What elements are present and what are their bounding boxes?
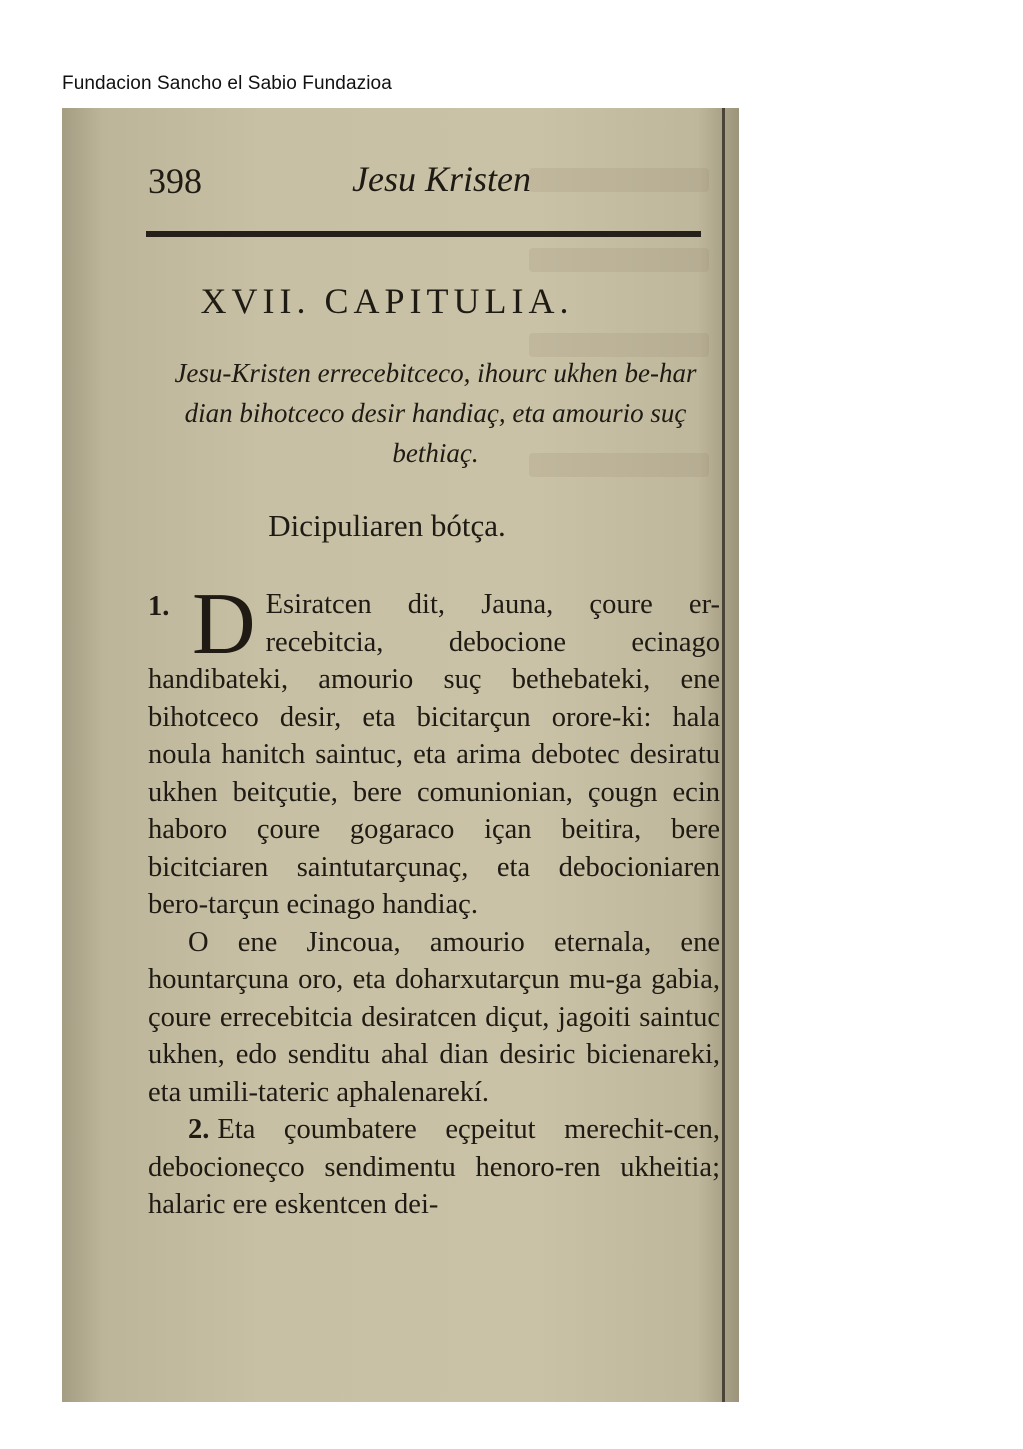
- bleed-through-mark: [529, 248, 709, 272]
- paragraph-text: Eta çoumbatere eçpeitut merechit-cen, debocioneçco sendimentu henoro-ren ukheitia; halaric ere eskentcen dei-: [148, 1114, 720, 1220]
- speaker-heading: Dicipuliaren bótça.: [268, 508, 506, 543]
- paragraph-number: 1.: [148, 591, 170, 622]
- page-number: 398: [148, 161, 202, 201]
- paragraph-1: [148, 576, 720, 924]
- header-rule: [146, 231, 701, 237]
- archive-credit: Fundacion Sancho el Sabio Fundazioa: [62, 73, 392, 94]
- drop-cap: D: [192, 576, 256, 673]
- paragraph-text: O ene Jincoua, amourio eternala, ene hountarçuna oro, eta doharxutarçun mu-ga gabia, çoure errecebitcia desiratcen diçut, jagoiti saintuc ukhen, edo senditu ahal dian desiric bicienareki, eta umili-tateric aphalenarekí.: [148, 926, 720, 1108]
- paragraph-2: [148, 924, 720, 1112]
- paragraph-text: Esiratcen dit, Jauna, çoure er-recebitcia, debocione ecinago handibateki, amourio suç bethebateki, ene bihotceco desir, eta bicitarçun orore-ki: hala noula hanitch saintuc, eta arima debotec desiratu ukhen beitçutie, bere comunionian, çougn ecin haboro çoure gogaraco içan beitira, bere bicitciaren saintutarçunaç, eta debocioniaren bero-tarçun ecinago handiaç.: [148, 589, 720, 920]
- chapter-summary: Jesu-Kristen errecebitceco, ihourc ukhen be-har dian bihotceco desir handiaç, eta amourio suç bethiaç.: [174, 358, 697, 468]
- chapter-title: XVII. CAPITULIA.: [200, 281, 574, 321]
- paragraph-3: [148, 1111, 720, 1224]
- paragraph-number: 2.: [188, 1114, 210, 1145]
- scanned-page: [62, 108, 739, 1402]
- bleed-through-mark: [529, 168, 709, 192]
- body-text: [148, 576, 720, 1224]
- running-head: Jesu Kristen: [352, 159, 531, 199]
